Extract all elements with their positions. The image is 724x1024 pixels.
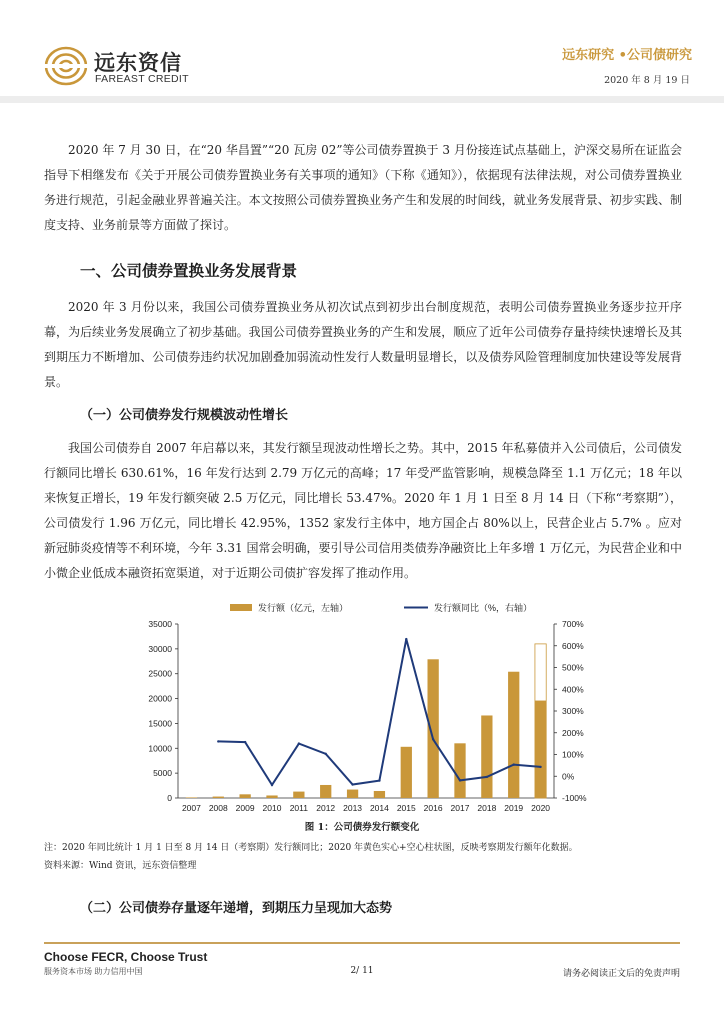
footer-slogan: Choose FECR, Choose Trust bbox=[44, 950, 208, 964]
figure-note: 注：2020 年同比统计 1 月 1 日至 8 月 14 日（考察期）发行额同比；2020 年黄色实心+空心柱状图，反映考察期发行额年化数据。 bbox=[44, 843, 578, 853]
yoy-point-2017 bbox=[459, 779, 461, 781]
footer-subslogan: 服务资本市场 助力信用中国 bbox=[44, 967, 143, 976]
right-tick-label: 0% bbox=[562, 771, 575, 782]
page-number: 2/ 11 bbox=[350, 966, 374, 976]
left-tick-label: 35000 bbox=[148, 619, 172, 629]
intro-paragraph: 2020 年 7 月 30 日，在“20 华昌置”“20 瓦房 02”等公司债券置换于 3 月份接连试点基础上，沪深交易所在证监会指导下相继发布《关于开展公司债券置换业务有关事项的通知》（下称《通知》），依据现有法律法规，对公司债券置换业务进行规范，引起金融业界普遍关注。本文按照公司债券置换业务产生和发展的时间线，就业务发展背景、初步实践、制度支持、业务前景等方面做了探讨。 bbox=[44, 143, 682, 232]
right-tick-label: -100% bbox=[562, 793, 587, 803]
subsection1-paragraph: 我国公司债券自 2007 年启幕以来，其发行额呈现波动性增长之势。其中，2015 年私募债并入公司债后，公司债发行额同比增长 630.61%，16 年发行达到 2.79 万亿元的高峰；17 年受严监管影响，规模急降至 1.1 万亿元；18 年以来恢复正增长，19 年发行额突破 2.5 万亿元，同比增长 53.47%。2020 年 1 月 1 日至 8 月 14 日（下称“考察期”），公司债发行 1.96 万亿元，同比增长 42.95%，1352 家发行主体中，地方国企占 80%以上，民营企业占 5.7% 。应对新冠肺炎疫情等不利环境，今年 3.31 国常会明确，要引导公司信用类债券净融资比上年多增 1 万亿元，为民营企业和中小微企业低成本融资拓宽渠道，对于近期公司债扩容发挥了推动作用。 bbox=[44, 441, 682, 580]
bar-2020 bbox=[535, 701, 546, 798]
bar-2015 bbox=[401, 747, 412, 798]
right-tick-label: 200% bbox=[562, 727, 584, 738]
yoy-point-2015 bbox=[405, 638, 407, 640]
left-tick-label: 25000 bbox=[148, 668, 172, 679]
bar-2010 bbox=[266, 795, 277, 798]
section1-paragraph: 2020 年 3 月份以来，我国公司债券置换业务从初次试点到初步出台制度规范，表明公司债券置换业务逐步拉开序幕，为后续业务发展确立了初步基础。我国公司债券置换业务的产生和发展，顺应了近年公司债券存量持续快速增长及其到期压力不断增加、公司债券违约状况加剧叠加弱流动性发行人数量明显增长，以及债券风险管理制度加快建设等发展背景。 bbox=[44, 300, 682, 389]
yoy-point-2013 bbox=[351, 783, 353, 785]
yoy-point-2018 bbox=[486, 776, 488, 778]
x-tick-label: 2007 bbox=[181, 803, 201, 813]
yoy-point-2010 bbox=[271, 784, 273, 786]
bar-2017 bbox=[454, 743, 465, 798]
fareast-logo-icon bbox=[44, 44, 88, 88]
x-tick-label: 2019 bbox=[504, 803, 524, 813]
logo-chinese-name: 远东资信 bbox=[94, 51, 182, 75]
x-tick-label: 2011 bbox=[289, 803, 308, 813]
bond-issuance-chart bbox=[44, 596, 680, 824]
x-tick-label: 2017 bbox=[450, 803, 470, 813]
x-tick-label: 2014 bbox=[369, 803, 389, 813]
left-tick-label: 5000 bbox=[153, 768, 172, 779]
section-heading-1: 一、公司债券置换业务发展背景 bbox=[80, 262, 298, 280]
bar-2011 bbox=[293, 792, 304, 798]
x-tick-label: 2012 bbox=[316, 803, 336, 813]
x-tick-label: 2020 bbox=[531, 803, 551, 813]
x-tick-label: 2016 bbox=[423, 803, 443, 813]
x-tick-label: 2008 bbox=[208, 803, 228, 813]
x-tick-label: 2018 bbox=[477, 803, 497, 813]
right-tick-label: 500% bbox=[562, 662, 584, 673]
report-date: 2020 年 8 月 19 日 bbox=[604, 75, 690, 86]
legend-line-label: 发行额同比（%，右轴） bbox=[434, 603, 533, 613]
yoy-point-2020 bbox=[539, 766, 541, 768]
yoy-point-2011 bbox=[298, 742, 300, 744]
yoy-point-2012 bbox=[325, 753, 327, 755]
figure-caption: 图 1：公司债券发行额变化 bbox=[304, 822, 420, 833]
yoy-point-2014 bbox=[378, 779, 380, 781]
logo-english-name: FAREAST CREDIT bbox=[95, 73, 189, 85]
legend-bar-swatch bbox=[230, 604, 252, 611]
bar-2008 bbox=[213, 797, 224, 798]
bar-2018 bbox=[481, 715, 492, 798]
bar-2016 bbox=[428, 659, 439, 798]
yoy-point-2009 bbox=[244, 741, 246, 743]
right-tick-label: 100% bbox=[562, 749, 584, 760]
bar-2013 bbox=[347, 790, 358, 798]
x-tick-label: 2010 bbox=[262, 803, 282, 813]
yoy-point-2019 bbox=[513, 763, 515, 765]
left-tick-label: 10000 bbox=[148, 743, 172, 754]
left-tick-label: 15000 bbox=[148, 718, 172, 729]
bar-2012 bbox=[320, 785, 331, 798]
bar-2007 bbox=[186, 797, 197, 798]
x-tick-label: 2013 bbox=[343, 803, 363, 813]
header-divider bbox=[0, 96, 724, 103]
right-tick-label: 300% bbox=[562, 706, 584, 716]
bar-2009 bbox=[240, 794, 251, 798]
x-tick-label: 2015 bbox=[396, 803, 416, 813]
x-tick-label: 2009 bbox=[235, 803, 255, 813]
bar-2014 bbox=[374, 791, 385, 798]
right-tick-label: 400% bbox=[562, 684, 584, 695]
subsection-heading-1: （一）公司债券发行规模波动性增长 bbox=[80, 408, 289, 423]
subsection-heading-2: （二）公司债券存量逐年递增，到期压力呈现加大态势 bbox=[80, 901, 393, 916]
yoy-point-2008 bbox=[217, 740, 219, 742]
yoy-point-2016 bbox=[432, 738, 434, 740]
footer-disclaimer: 请务必阅读正文后的免责声明 bbox=[562, 969, 680, 979]
left-tick-label: 30000 bbox=[148, 643, 172, 654]
data-source: 资料来源：Wind 资讯，远东资信整理 bbox=[44, 861, 197, 871]
left-tick-label: 0 bbox=[167, 793, 172, 803]
left-tick-label: 20000 bbox=[148, 693, 172, 704]
right-tick-label: 700% bbox=[562, 619, 584, 629]
footer-divider bbox=[44, 942, 680, 944]
report-title: 远东研究 •公司债研究 bbox=[562, 48, 692, 63]
right-tick-label: 600% bbox=[562, 640, 584, 651]
chart-legend bbox=[230, 602, 532, 614]
bar-2019 bbox=[508, 672, 519, 798]
legend-bar-label: 发行额（亿元，左轴） bbox=[258, 603, 349, 613]
